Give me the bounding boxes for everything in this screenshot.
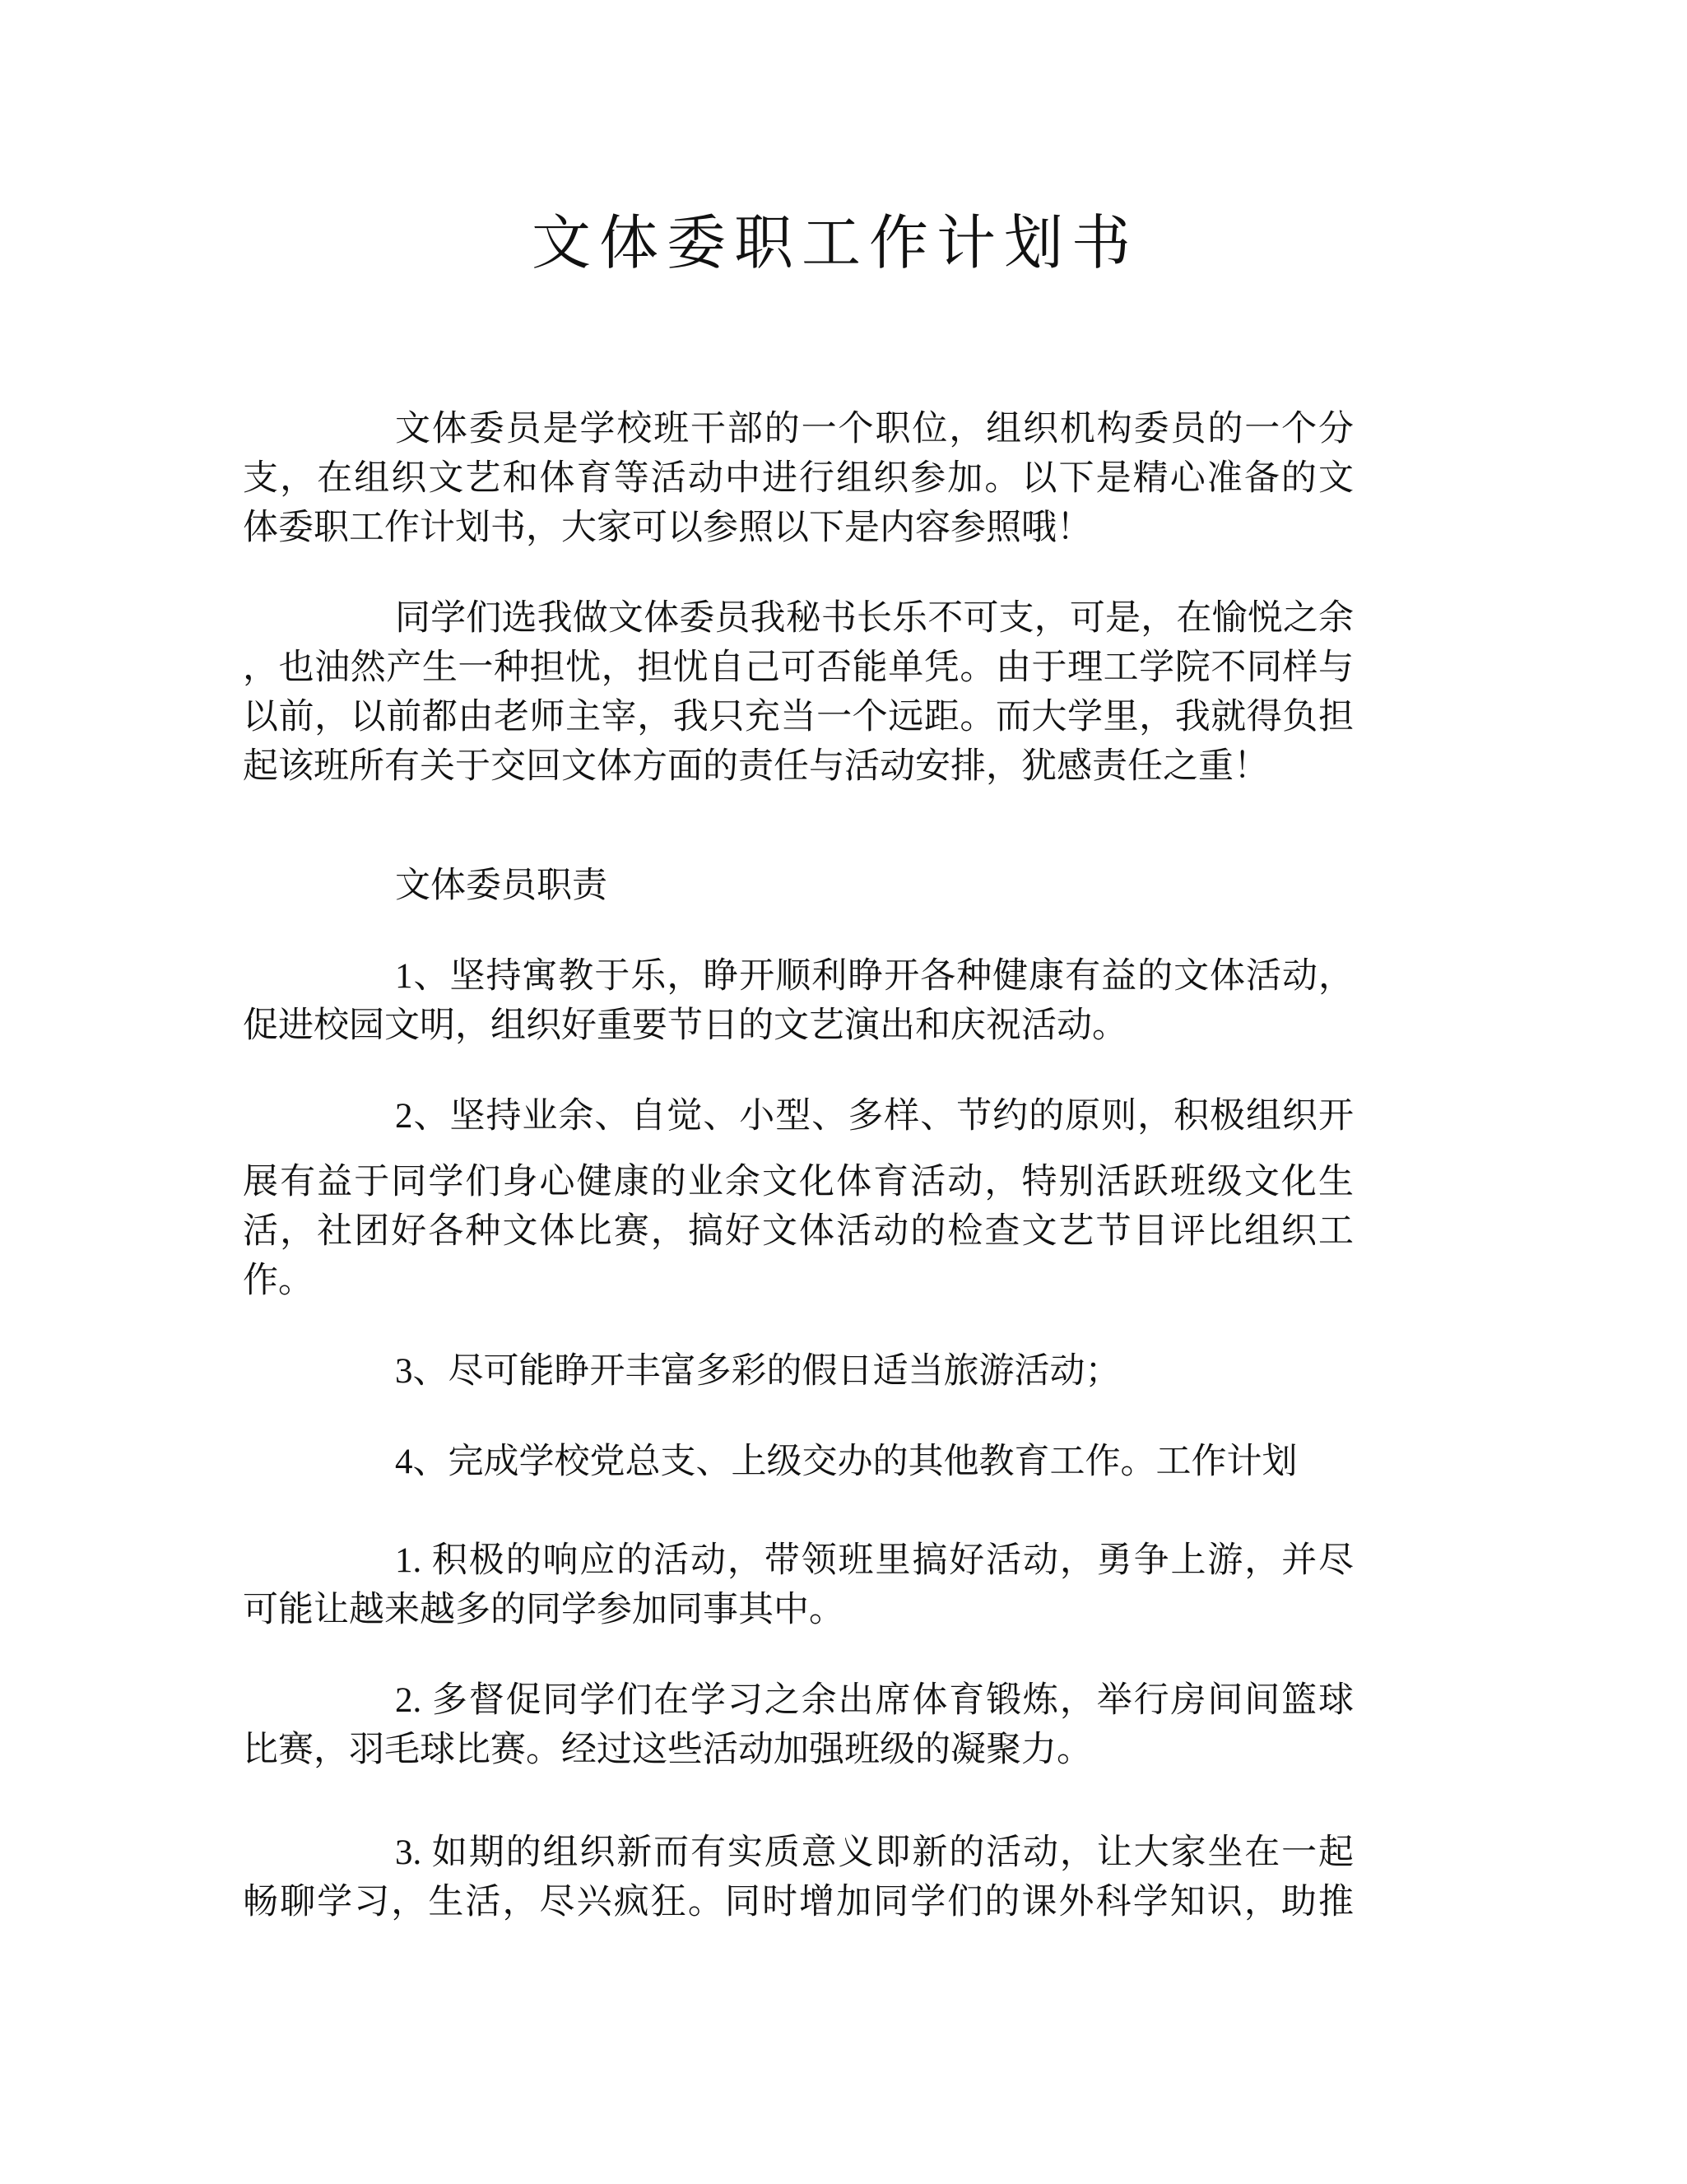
document-title: 文体委职工作计划书 [531, 211, 1139, 276]
plan-item-3 [243, 1829, 1354, 1927]
paragraph-line: 促进校园文明，组织好重要节日的文艺演出和庆祝活动。 [243, 1006, 1127, 1045]
duty-item-4 [243, 1438, 1354, 1487]
paragraph-line: 2. 多督促同学们在学习之余出席体育锻炼，举行房间间篮球 [395, 1681, 1354, 1720]
paragraph-line: ，也油然产生一种担忧，担忧自己可否能单凭。由于理工学院不同样与 [243, 648, 1354, 687]
paragraph-line: 比赛，羽毛球比赛。经过这些活动加强班级的凝聚力。 [243, 1731, 1092, 1769]
paragraph-line: 1、坚持寓教于乐，睁开顺利睁开各种健康有益的文体活动， [395, 957, 1354, 996]
duty-item-3 [243, 1347, 1354, 1396]
duty-item-1 [243, 952, 1354, 1051]
plan-item-1 [243, 1536, 1354, 1635]
paragraph-line: 以前，以前都由老师主宰，我只充当一个远距。而大学里，我就得负担 [243, 698, 1354, 737]
duties-heading [243, 862, 1354, 911]
paragraph-line: 文体委员是学校班干部的一个职位，组织机构委员的一个分 [395, 410, 1354, 448]
paragraph-line: 起该班所有关于交回文体方面的责任与活动安排，犹感责任之重！ [243, 747, 1269, 786]
plan-item-2 [243, 1676, 1354, 1775]
paragraph-line: 活，社团好各种文体比赛，搞好文体活动的检查文艺节目评比组织工 [243, 1212, 1354, 1251]
paragraph-line: 同学们选我做文体委员我秘书长乐不可支，可是，在愉悦之余 [395, 599, 1354, 638]
paragraph-line: 支，在组织文艺和体育等活动中进行组织参加。以下是精心准备的文 [243, 459, 1354, 498]
document-body [243, 405, 1354, 1927]
paragraph-line: 可能让越来越多的同学参加同事其中。 [243, 1591, 844, 1629]
paragraph-line: 作。 [243, 1262, 314, 1300]
intro-paragraph-2 [243, 594, 1354, 792]
intro-paragraph-1 [243, 405, 1354, 553]
paragraph-line: 3、尽可能睁开丰富多彩的假日适当旅游活动； [395, 1352, 1121, 1391]
paragraph-line: 2、坚持业余、自觉、小型、多样、节约的原则，积极组织开 [395, 1097, 1354, 1136]
paragraph-line: 1. 积极的响应的活动，带领班里搞好活动，勇争上游，并尽 [395, 1541, 1354, 1580]
paragraph-line: 3. 如期的组织新而有实质意义即新的活动，让大家坐在一起 [395, 1833, 1354, 1872]
paragraph-line: 展有益于同学们身心健康的业余文化体育活动，特别活跃班级文化生 [243, 1163, 1354, 1201]
paragraph-line: 体委职工作计划书，大家可以参照以下是内容参照哦！ [243, 509, 1092, 547]
duty-item-2 [243, 1092, 1354, 1306]
paragraph-line: 4、完成学校党总支、上级交办的其他教育工作。工作计划 [395, 1443, 1298, 1481]
paragraph-line: 文体委员职责 [395, 867, 607, 905]
paragraph-line: 畅聊学习，生活，尽兴疯狂。同时增加同学们的课外科学知识，助推 [243, 1883, 1354, 1921]
